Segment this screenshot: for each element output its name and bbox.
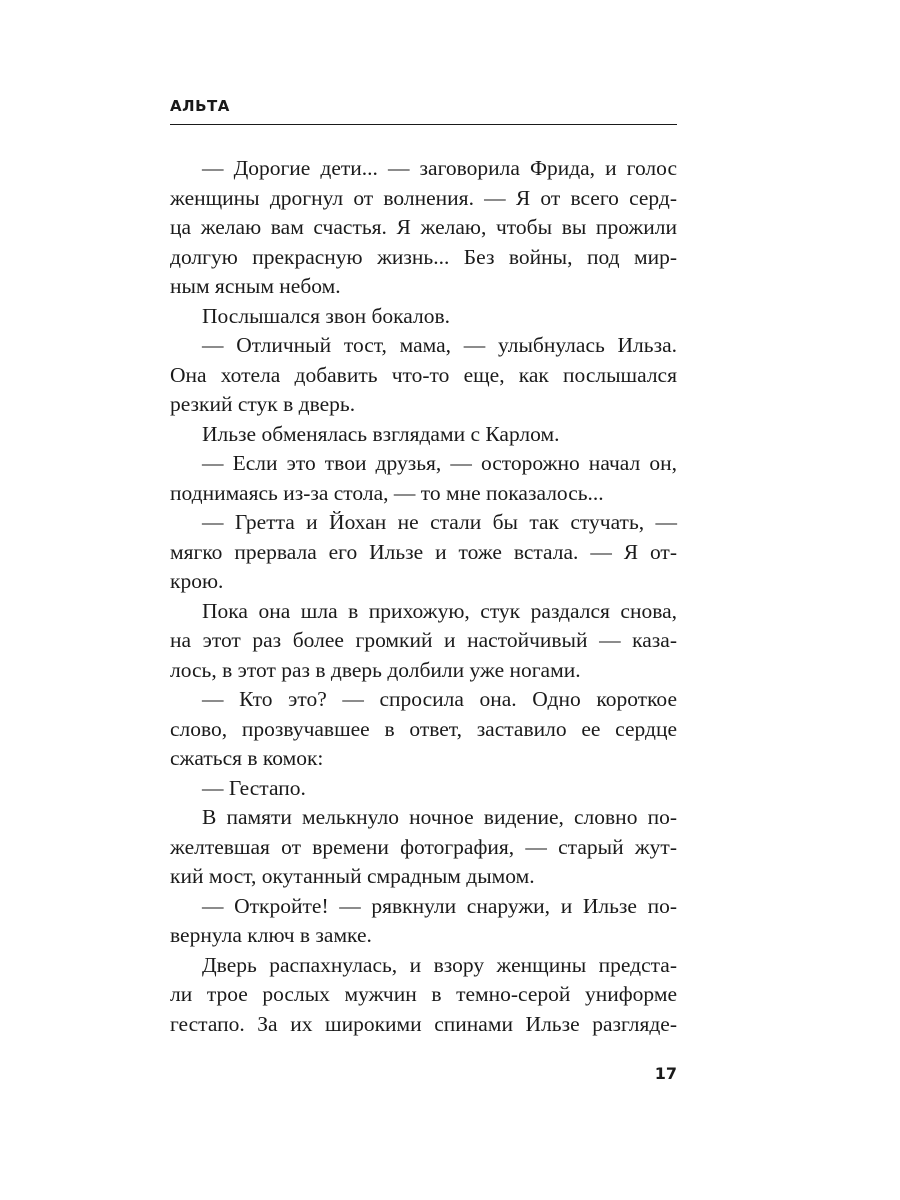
- text-line: крою.: [170, 569, 224, 593]
- text-line: сжаться в комок:: [170, 746, 324, 770]
- text-line: Послышался звон бокалов.: [202, 303, 451, 328]
- text-line: кий мост, окутанный смрадным дымом.: [170, 864, 535, 888]
- text-line: — Отличный тост, мама, — улыбнулась Ильза.: [202, 333, 677, 357]
- text-line: ным ясным небом.: [170, 274, 341, 298]
- text-line: Дверь распахнулась, и взору женщины предста-: [202, 952, 677, 977]
- text-line: долгую прекрасную жизнь... Без войны, под мир-: [170, 244, 677, 269]
- text-line: — Откройте! — рявкнули снаружи, и Ильзе по-: [202, 893, 677, 918]
- text-line: женщины дрогнул от волнения. — Я от всего серд-: [170, 185, 677, 210]
- text-line: вернула ключ в замке.: [170, 923, 372, 947]
- text-line: желтевшая от времени фотография, — старый жут-: [170, 834, 677, 859]
- text-line: — Гестапо.: [202, 775, 306, 800]
- body-text: [170, 154, 677, 1039]
- text-line: поднимаясь из-за стола, — то мне показалось...: [170, 480, 604, 505]
- page-number: 17: [654, 1064, 677, 1083]
- header-rule: [170, 124, 677, 125]
- text-line: мягко прервала его Ильзе и тоже встала. — Я от-: [170, 539, 677, 564]
- text-line: ли трое рослых мужчин в темно-серой униформе: [170, 982, 677, 1006]
- text-line: Она хотела добавить что-то еще, как послышался: [170, 362, 677, 387]
- text-line: гестапо. За их широкими спинами Ильзе разгляде-: [170, 1011, 677, 1036]
- text-line: ца желаю вам счастья. Я желаю, чтобы вы прожили: [170, 215, 677, 239]
- text-line: лось, в этот раз в дверь долбили уже ногами.: [170, 657, 581, 682]
- running-head: АЛЬТА: [170, 97, 230, 115]
- text-line: резкий стук в дверь.: [170, 392, 356, 416]
- text-line: на этот раз более громкий и настойчивый — каза-: [170, 628, 677, 652]
- text-line: Пока она шла в прихожую, стук раздался снова,: [202, 598, 677, 623]
- text-line: — Гретта и Йохан не стали бы так стучать, —: [202, 510, 677, 534]
- text-line: В памяти мелькнуло ночное видение, словно по-: [202, 805, 677, 829]
- text-line: — Если это твои друзья, — осторожно начал он,: [202, 451, 677, 475]
- text-line: — Дорогие дети... — заговорила Фрида, и голос: [202, 156, 677, 180]
- text-line: — Кто это? — спросила она. Одно короткое: [202, 687, 677, 711]
- text-line: слово, прозвучавшее в ответ, заставило ее сердце: [170, 716, 677, 741]
- text-line: Ильзе обменялась взглядами с Карлом.: [202, 421, 560, 446]
